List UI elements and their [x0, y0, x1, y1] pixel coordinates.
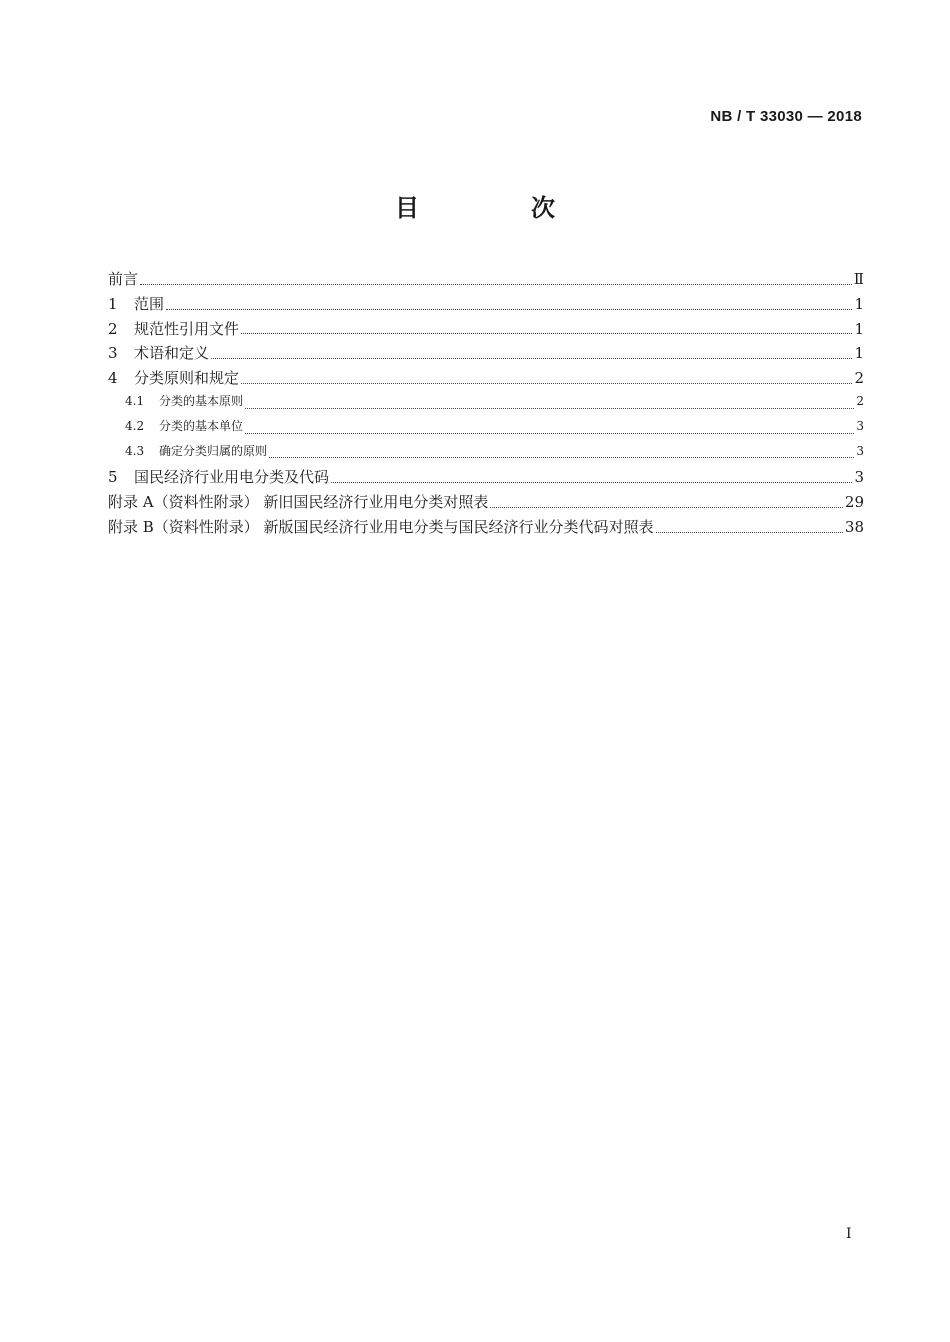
toc-number: 4.1 [125, 393, 145, 408]
toc-leader [211, 358, 852, 359]
toc-leader [241, 383, 852, 384]
toc-leader [166, 309, 852, 310]
toc-row-2[interactable] [108, 318, 864, 343]
toc-number: 4 [108, 369, 118, 388]
toc-number: 5 [108, 468, 118, 487]
toc-row-4[interactable] [108, 367, 864, 392]
toc-leader [140, 284, 852, 285]
toc-row-1[interactable] [108, 293, 864, 318]
toc-number: 4.3 [125, 443, 145, 458]
toc-number: 1 [108, 294, 118, 313]
toc-leader [245, 433, 854, 434]
toc-page: 2 [854, 369, 864, 388]
toc-number: 2 [108, 319, 118, 338]
toc-label: 规范性引用文件 [134, 319, 240, 338]
toc-page: 1 [854, 294, 864, 313]
toc-label: 术语和定义 [134, 344, 210, 363]
page-number: I [846, 1226, 852, 1242]
toc-page: 3 [854, 468, 864, 487]
toc-page: 2 [856, 393, 864, 408]
toc-page: Ⅱ [853, 270, 864, 288]
toc-label: 分类的基本单位 [159, 418, 244, 433]
toc-leader [241, 333, 852, 334]
toc-page: 1 [854, 344, 864, 363]
toc-row-9[interactable] [108, 491, 864, 516]
toc-label: 确定分类归属的原则 [159, 443, 268, 458]
toc-label: 国民经济行业用电分类及代码 [134, 468, 330, 487]
toc-page: 3 [856, 443, 864, 458]
toc-leader [331, 482, 852, 483]
page-title: 目 次 [395, 194, 599, 222]
toc-label: 分类原则和规定 [134, 369, 240, 388]
toc-label: 附录 A（资料性附录） 新旧国民经济行业用电分类对照表 [108, 493, 489, 512]
toc-row-5[interactable] [108, 392, 864, 417]
toc-leader [656, 532, 843, 533]
toc-leader [269, 457, 854, 458]
toc-leader [490, 507, 843, 508]
toc-row-6[interactable] [108, 417, 864, 442]
toc-label: 附录 B（资料性附录） 新版国民经济行业用电分类与国民经济行业分类代码对照表 [108, 517, 654, 536]
toc-page: 1 [854, 319, 864, 338]
toc-row-8[interactable] [108, 466, 864, 491]
toc-page: 38 [844, 517, 864, 536]
toc-label: 前言 [108, 270, 139, 288]
toc-row-10[interactable] [108, 516, 864, 541]
toc-row-7[interactable] [108, 442, 864, 467]
standard-code: NB / T 33030 — 2018 [710, 108, 862, 125]
toc-row-3[interactable] [108, 342, 864, 367]
toc-row-0[interactable] [108, 268, 864, 293]
toc-leader [245, 408, 854, 409]
toc-page: 29 [844, 493, 864, 512]
toc-number: 3 [108, 344, 118, 363]
toc-page: 3 [856, 418, 864, 433]
table-of-contents [108, 268, 864, 541]
toc-label: 范围 [134, 294, 165, 313]
toc-label: 分类的基本原则 [159, 393, 244, 408]
toc-number: 4.2 [125, 418, 145, 433]
